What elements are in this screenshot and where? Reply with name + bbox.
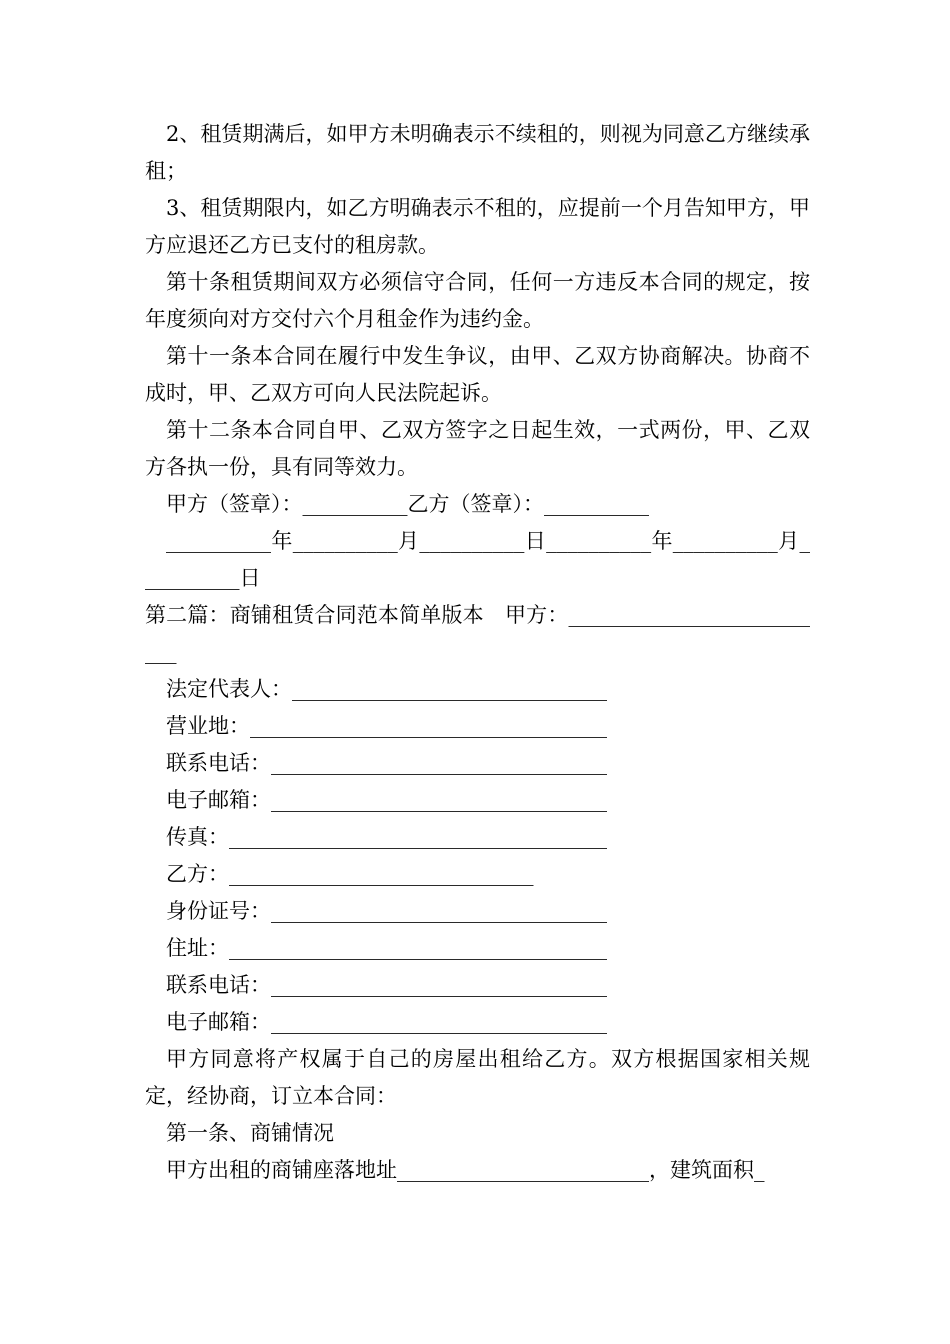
field-email-a: 电子邮箱：________________________________ — [166, 788, 607, 812]
field-phone-b: 联系电话：________________________________ — [166, 973, 607, 997]
article-10-breach: 第十条租赁期间双方必须信守合同，任何一方违反本合同的规定，按年度须向对方交付六个月租金作为违约金。 — [145, 270, 810, 331]
preamble-agreement: 甲方同意将产权属于自己的房屋出租给乙方。双方根据国家相关规定，经协商，订立本合同： — [145, 1047, 810, 1108]
article-1-shop-address: 甲方出租的商铺座落地址________________________，建筑面积_ — [166, 1158, 765, 1182]
section-2-heading-party-a: 第二篇：商铺租赁合同范本简单版本 甲方：__________________________ — [145, 603, 810, 664]
field-residence: 住址：____________________________________ — [166, 936, 607, 960]
clause-3-termination-notice: 3、租赁期限内，如乙方明确表示不租的，应提前一个月告知甲方，甲方应退还乙方已支付的租房款。 — [145, 196, 810, 257]
field-id-number: 身份证号：________________________________ — [166, 899, 607, 923]
field-party-b: 乙方：_____________________________ — [166, 862, 534, 886]
field-business-address: 营业地：__________________________________ — [166, 714, 607, 738]
article-12-effectiveness: 第十二条本合同自甲、乙双方签字之日起生效，一式两份，甲、乙双方各执一份，具有同等效力。 — [145, 418, 810, 479]
article-11-disputes: 第十一条本合同在履行中发生争议，由甲、乙双方协商解决。协商不成时，甲、乙双方可向人民法院起诉。 — [145, 344, 810, 405]
article-1-heading: 第一条、商铺情况 — [166, 1121, 334, 1145]
field-phone-a: 联系电话：________________________________ — [166, 751, 607, 775]
field-fax: 传真：____________________________________ — [166, 825, 607, 849]
signature-date-line: __________年__________月__________日__________年__________月__________日 — [145, 529, 810, 590]
field-legal-representative: 法定代表人：______________________________ — [166, 677, 607, 701]
field-email-b: 电子邮箱：________________________________ — [166, 1010, 607, 1034]
clause-2-renewal: 2、租赁期满后，如甲方未明确表示不续租的，则视为同意乙方继续承租； — [145, 122, 810, 183]
signature-line: 甲方（签章）：__________乙方（签章）：__________ — [166, 492, 649, 516]
document-body — [145, 116, 810, 1189]
